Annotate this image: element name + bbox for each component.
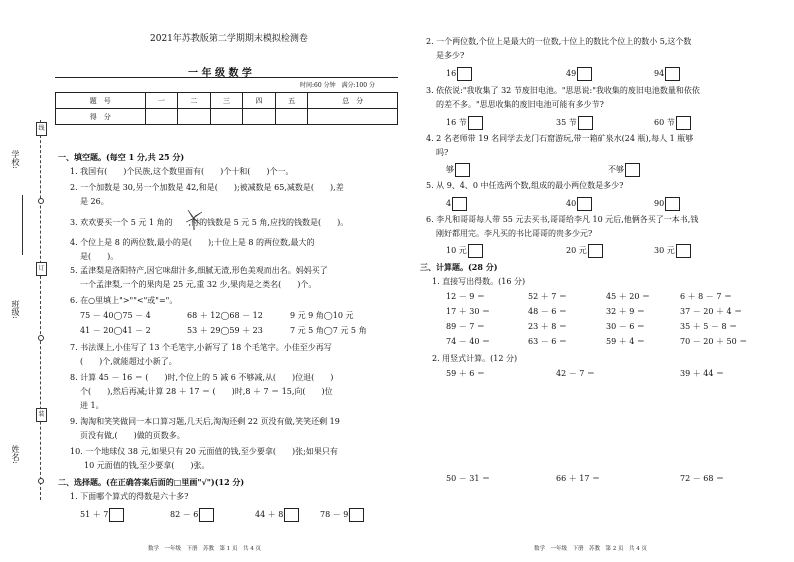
choice-option xyxy=(566,244,603,258)
choice-option xyxy=(446,197,467,211)
score-input[interactable] xyxy=(275,109,308,125)
class-label: 班级: xyxy=(11,300,20,319)
choice-label: 4 xyxy=(446,199,452,208)
score-cell: 四 xyxy=(243,93,276,109)
compare-2: 68 ＋ 12◯68 － 12 xyxy=(187,311,263,320)
calc-item: 23 ＋ 8 ＝ xyxy=(528,322,567,331)
question-1-4: 4. 个位上是 8 的两位数,最小的是( );十位上是 8 的两位数,最大的 xyxy=(70,238,315,247)
score-value-row xyxy=(56,109,398,125)
binding-mark-2: 订 xyxy=(36,262,47,276)
choice-label: 94 xyxy=(654,69,665,78)
binding-mark-1: 线 xyxy=(36,122,47,136)
answer-box[interactable] xyxy=(588,244,603,258)
choice-option xyxy=(654,197,680,211)
calc-item: 59 ＋ 4 ＝ xyxy=(606,337,645,346)
binding-hole-2 xyxy=(38,335,44,341)
calc-item: 17 ＋ 30 ＝ xyxy=(446,307,490,316)
answer-box[interactable] xyxy=(109,508,124,522)
exam-title: 2021年苏教版第二学期期末模拟检测卷 xyxy=(150,34,308,44)
calc-item: 63 － 6 ＝ xyxy=(528,337,567,346)
choice-option xyxy=(446,116,483,130)
choice-label: 90 xyxy=(654,199,665,208)
compare-4: 41 － 20◯41 － 2 xyxy=(80,326,151,335)
section-1-heading: 一、填空题。(每空 1 分,共 25 分) xyxy=(58,152,185,162)
answer-box[interactable] xyxy=(468,244,483,258)
compare-5: 53 ＋ 29◯59 ＋ 23 xyxy=(187,326,263,335)
cut-line xyxy=(40,120,41,500)
choice-option xyxy=(654,116,691,130)
score-input[interactable] xyxy=(308,109,398,125)
page-footer-1: 数学 一年级 下册 苏教 第 1 页 共 4 页 xyxy=(148,546,261,552)
choice-option xyxy=(654,67,680,81)
choice-label: 30 元 xyxy=(654,246,675,255)
question-1-6: 6. 在○里填上">""<"或"="。 xyxy=(70,296,178,305)
choice-option xyxy=(608,163,640,177)
choice-label: 10 元 xyxy=(446,246,467,255)
calc-item: 89 － 7 ＝ xyxy=(446,322,485,331)
answer-box[interactable] xyxy=(457,67,472,81)
choice-label: 82 － 6 xyxy=(170,510,199,519)
question-1-4-cont: 是( )。 xyxy=(80,252,119,261)
time-info: 时间:60 分钟 满分:100 分 xyxy=(300,82,375,89)
choice-option xyxy=(566,67,592,81)
choice-label: 40 xyxy=(566,199,577,208)
answer-box[interactable] xyxy=(455,163,470,177)
school-line xyxy=(22,195,23,255)
question-1-3: 3. 欢欢要买一个 5 元 1 角的 ,付的钱数是 5 元 5 角,应找的钱数是( )。 xyxy=(70,218,349,227)
choice-option xyxy=(446,163,470,177)
question-1-7: 7. 书法课上,小佳写了 13 个毛笔字,小新写了 18 个毛笔字。小佳至少再写 xyxy=(70,343,332,352)
answer-box[interactable] xyxy=(452,197,467,211)
calc-item: 70 － 20 ＋ 50 ＝ xyxy=(680,337,748,346)
school-label: 学校: xyxy=(11,150,20,169)
choice-label: 44 ＋ 8 xyxy=(255,510,284,519)
question-1-5-cont: 一个孟津梨,一个的果肉是 25 元,重 32 少,果肉是之类名( )个。 xyxy=(80,280,317,289)
score-cell: 三 xyxy=(210,93,243,109)
score-cell: 五 xyxy=(275,93,308,109)
answer-box[interactable] xyxy=(349,508,364,522)
question-1-2-cont: 是 26。 xyxy=(80,197,109,206)
calc-item: 35 ＋ 5 － 8 ＝ xyxy=(680,322,738,331)
choice-option xyxy=(170,508,214,522)
question-2-6-cont: 刚好都用完。李凡买的书比哥哥的贵多少元? xyxy=(436,229,593,238)
compare-1: 75 － 40◯75 － 4 xyxy=(80,311,151,320)
choice-label: 不够 xyxy=(608,165,624,174)
choice-option xyxy=(446,244,483,258)
calc-2-heading: 2. 用竖式计算。(12 分) xyxy=(432,354,518,363)
score-cell: 得 分 xyxy=(56,109,146,125)
choice-option xyxy=(556,116,593,130)
binding-hole-3 xyxy=(38,478,44,484)
score-cell: 题 号 xyxy=(56,93,146,109)
question-1-1: 1. 我国有( )个民族,这个数里面有( )个十和( )个一。 xyxy=(70,167,294,176)
choice-label: 78 － 9 xyxy=(320,510,349,519)
question-1-8-end: 进 1。 xyxy=(80,401,104,410)
section-3-heading: 三、计算题。(28 分) xyxy=(420,262,498,272)
question-2-2-cont: 是多少? xyxy=(436,51,465,60)
answer-box[interactable] xyxy=(625,163,640,177)
choice-label: 60 节 xyxy=(654,118,675,127)
question-2-5: 5. 从 9、4、0 中任选两个数,组成的最小两位数是多少? xyxy=(426,181,624,190)
answer-box[interactable] xyxy=(468,116,483,130)
binding-hole-1 xyxy=(38,198,44,204)
choice-label: 16 节 xyxy=(446,118,467,127)
answer-box[interactable] xyxy=(578,116,593,130)
answer-box[interactable] xyxy=(284,508,299,522)
vertical-calc-item: 59 ＋ 6 ＝ xyxy=(446,369,485,378)
question-1-9-cont: 页没有做,( )做的页数多。 xyxy=(80,431,185,440)
vertical-calc-item: 66 ＋ 17 ＝ xyxy=(556,474,600,483)
choice-option xyxy=(255,508,299,522)
score-cell: 一 xyxy=(145,93,178,109)
answer-box[interactable] xyxy=(199,508,214,522)
question-1-10-cont: 10 元面值的钱,至少要拿( )张。 xyxy=(84,461,210,470)
choice-option xyxy=(446,67,472,81)
question-1-9: 9. 淘淘和笑笑做同一本口算习题,几天后,淘淘还剩 22 页没有做,笑笑还剩 19 xyxy=(70,417,340,426)
answer-box[interactable] xyxy=(676,244,691,258)
choice-label: 16 xyxy=(446,69,457,78)
calc-item: 12 － 9 ＝ xyxy=(446,292,485,301)
score-cell: 总 分 xyxy=(308,93,398,109)
question-2-4-cont: 吗? xyxy=(436,148,449,157)
vertical-calc-item: 39 ＋ 44 ＝ xyxy=(680,369,724,378)
score-header-row xyxy=(56,93,398,109)
calc-item: 6 ＋ 8 － 7 ＝ xyxy=(680,292,732,301)
score-cell: 二 xyxy=(178,93,211,109)
question-1-5: 5. 孟津梨是洛阳特产,因它味甜汁多,细腻无渣,形色美观而出名。妈妈买了 xyxy=(70,266,328,275)
calc-item: 30 － 6 ＝ xyxy=(606,322,645,331)
calc-item: 32 ＋ 9 ＝ xyxy=(606,307,645,316)
calc-item: 45 ＋ 20 ＝ xyxy=(606,292,650,301)
question-2-1: 1. 下面哪个算式的得数是六十多? xyxy=(70,492,189,501)
subject-title: 一 年 级 数 学 xyxy=(188,68,252,79)
calc-item: 52 ＋ 7 ＝ xyxy=(528,292,567,301)
binding-mark-3: 装 xyxy=(36,408,47,422)
choice-label: 49 xyxy=(566,69,577,78)
compare-6: 7 元 5 角◯7 元 5 角 xyxy=(290,326,367,335)
score-input[interactable] xyxy=(243,109,276,125)
question-2-3: 3. 依依说:"我收集了 32 节废旧电池。"思思说:"我收集的废旧电池数量和依依 xyxy=(426,86,700,95)
score-table xyxy=(55,92,398,125)
score-input[interactable] xyxy=(178,109,211,125)
question-2-2: 2. 一个两位数,个位上是最大的一位数,十位上的数比个位上的数小 5,这个数 xyxy=(426,37,692,46)
score-input[interactable] xyxy=(145,109,178,125)
choice-option xyxy=(320,508,364,522)
question-1-8: 8. 计算 45 － 16 ＝ ( )时,个位上的 5 减 6 不够减,从( )位退( ) xyxy=(70,373,334,382)
choice-option xyxy=(566,197,592,211)
name-label: 姓名: xyxy=(11,445,20,464)
section-2-heading: 二、选择题。(在正确答案后面的□里画"√")(12 分) xyxy=(58,477,245,487)
calc-item: 74 － 40 ＝ xyxy=(446,337,490,346)
question-1-7-cont: ( )个,就能超过小新了。 xyxy=(80,357,177,366)
answer-box[interactable] xyxy=(577,197,592,211)
pinwheel-toy-icon xyxy=(184,208,204,230)
question-1-2: 2. 一个加数是 30,另一个加数是 42,和是( );被减数是 65,减数是( ),差 xyxy=(70,183,344,192)
calc-item: 48 － 6 ＝ xyxy=(528,307,567,316)
choice-option xyxy=(654,244,691,258)
question-1-10: 10. 一个地球仪 38 元,如果只有 20 元面值的钱,至少要拿( )张;如果只有 xyxy=(70,447,338,456)
choice-label: 51 ＋ 7 xyxy=(80,510,109,519)
answer-box[interactable] xyxy=(577,67,592,81)
answer-box[interactable] xyxy=(665,197,680,211)
question-2-6: 6. 李凡和哥哥每人带 55 元去买书,哥哥给李凡 10 元后,他俩各买了一本书,钱 xyxy=(426,215,699,224)
question-1-8-cont: 个( ),然后再减;计算 28 ＋ 17 ＝ ( )时,8 ＋ 7 ＝ 15,向( )位 xyxy=(80,387,333,396)
question-2-3-cont: 的差不多。"思思收集的废旧电池可能有多少节? xyxy=(436,100,604,109)
vertical-calc-item: 72 － 68 ＝ xyxy=(680,474,724,483)
calc-item: 37 － 20 ＋ 4 ＝ xyxy=(680,307,743,316)
choice-label: 够 xyxy=(446,165,454,174)
compare-3: 9 元 9 角◯10 元 xyxy=(290,311,354,320)
title-rule xyxy=(55,77,398,78)
choice-label: 20 元 xyxy=(566,246,587,255)
vertical-calc-item: 50 － 31 ＝ xyxy=(446,474,490,483)
answer-box[interactable] xyxy=(676,116,691,130)
choice-label: 35 节 xyxy=(556,118,577,127)
binding-sidebar xyxy=(0,0,52,562)
vertical-calc-item: 42 － 7 ＝ xyxy=(556,369,595,378)
question-2-4: 4. 2 名老师带 19 名同学去龙门石窟游玩,带一箱矿泉水(24 瓶),每人 1 瓶够 xyxy=(426,134,694,143)
choice-option xyxy=(80,508,124,522)
calc-1-heading: 1. 直接写出得数。(16 分) xyxy=(432,277,526,286)
answer-box[interactable] xyxy=(665,67,680,81)
score-input[interactable] xyxy=(210,109,243,125)
page-footer-2: 数学 一年级 下册 苏教 第 2 页 共 4 页 xyxy=(534,546,647,552)
